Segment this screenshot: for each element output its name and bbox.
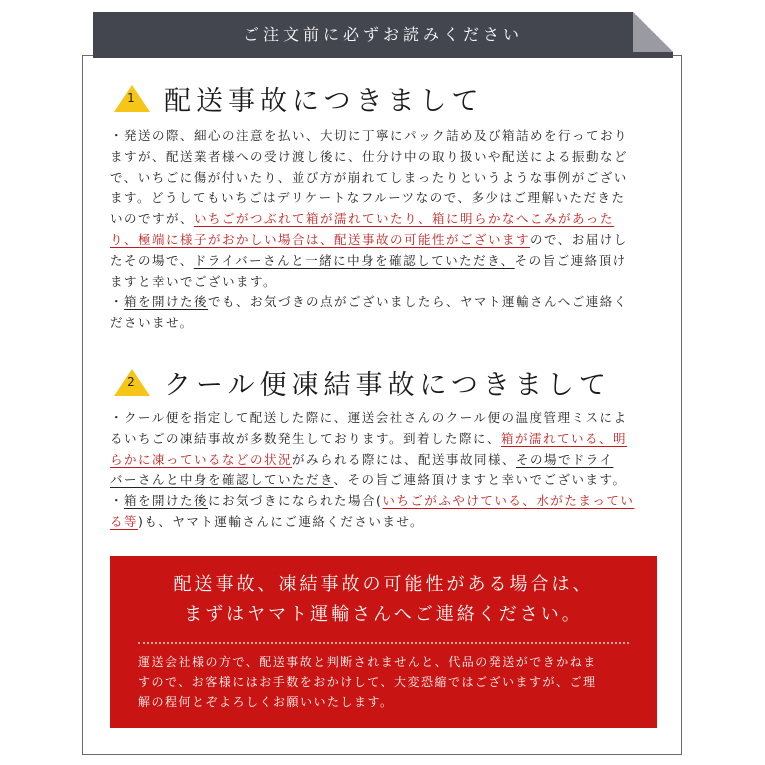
text-segment: 、その旨ご連絡頂けますと幸いでございます。 bbox=[333, 472, 627, 488]
text-line bbox=[110, 126, 658, 147]
highlighted-text: いちごがつぶれて箱が濡れていたり、箱に明らかなへこみがあった bbox=[194, 211, 614, 227]
text-line bbox=[110, 188, 658, 209]
text-segment: でも、お気づきの点がございましたら、ヤマト運輸さんへご連絡く bbox=[208, 294, 628, 310]
highlighted-text: る等 bbox=[110, 513, 139, 529]
text-line bbox=[110, 292, 658, 313]
text-line bbox=[110, 209, 658, 230]
text-segment: ださいませ。 bbox=[110, 315, 194, 331]
highlighted-text: 箱が濡れている、明 bbox=[501, 430, 628, 446]
section1-body bbox=[110, 126, 658, 334]
section2-title: クール便凍結事故につきまして bbox=[164, 369, 611, 401]
underlined-text: 箱を開けた後 bbox=[124, 493, 209, 509]
text-segment: ので、お届けし bbox=[530, 231, 628, 247]
text-segment: るいちごの凍結事故が多数発生しております。到着した際に、 bbox=[110, 430, 502, 446]
text-line bbox=[110, 512, 658, 533]
text-line bbox=[110, 168, 658, 189]
text-line bbox=[110, 429, 658, 450]
warning-triangle-icon bbox=[112, 366, 152, 398]
section1-title: 配送事故につきまして bbox=[164, 85, 484, 117]
text-segment: ますが、配送業者様への受け渡し後に、仕分け中の取り扱いや配送による振動など bbox=[110, 148, 629, 164]
text-segment: その旨ご連絡頂け bbox=[514, 252, 627, 268]
text-segment: )も、ヤマト運輸さんにご連絡くださいませ。 bbox=[138, 513, 425, 529]
text-segment: ・発送の際、細心の注意を払い、大切に丁寧にパック詰め及び箱詰めを行っており bbox=[110, 128, 629, 143]
text-segment: で、いちごに傷が付いたり、並び方が崩れてしまったりというような事例がござい bbox=[110, 169, 628, 185]
highlighted-text: らかに凍っているなどの状況 bbox=[110, 451, 293, 467]
section2-heading bbox=[112, 364, 611, 400]
text-line bbox=[110, 272, 658, 293]
contact-notice-box bbox=[110, 556, 657, 728]
notice-body-line: 運送会社様の方で、配送事故と判断されませんと、代品の発送ができかねま bbox=[138, 655, 597, 669]
text-line bbox=[110, 408, 658, 429]
underlined-text: 箱を開けた後 bbox=[124, 294, 209, 310]
text-segment: ます。どうしてもいちごはデリケートなフルーツなので、多少はご理解いただきた bbox=[110, 190, 626, 206]
text-line bbox=[110, 491, 658, 512]
highlighted-text: り、極端に様子がおかしい場合は、配送事故の可能性がございます bbox=[110, 231, 531, 247]
text-segment: がみられる際には、配送事故同様、 bbox=[292, 451, 517, 467]
text-segment: ますと幸いでございます。 bbox=[110, 273, 278, 289]
notice-body-line: 解の程何とぞよろしくお願いいたします。 bbox=[138, 695, 394, 709]
text-line bbox=[110, 147, 658, 168]
text-line bbox=[110, 470, 658, 491]
text-segment: ・ bbox=[110, 493, 125, 509]
notice-line-1: 配送事故、凍結事故の可能性がある場合は、 bbox=[173, 574, 594, 595]
section1-number: 1 bbox=[127, 91, 135, 105]
text-segment: いのですが、 bbox=[110, 211, 195, 227]
banner-title: ご注文前に必ずお読みください bbox=[242, 25, 523, 44]
text-segment: ・ bbox=[110, 294, 125, 310]
underlined-text: バーさんと中身を確認していただき bbox=[110, 472, 334, 488]
underlined-text: その場でドライ bbox=[516, 451, 614, 467]
warning-triangle-icon bbox=[112, 82, 152, 114]
section2-body bbox=[110, 408, 658, 533]
text-line bbox=[110, 251, 658, 272]
text-segment: にお気づきになられた場合( bbox=[208, 493, 383, 509]
text-segment: ・クール便を指定して配送した際に、運送会社さんのクール便の温度管理ミスによ bbox=[110, 410, 628, 425]
underlined-text: ドライバーさんと一緒に中身を確認していただき、 bbox=[193, 252, 515, 268]
highlighted-text: いちごがふやけている、水がたまってい bbox=[382, 493, 635, 509]
notice-body-line: すので、お客様にはお手数をおかけして、大変恐縮ではございますが、ご理 bbox=[138, 675, 597, 689]
text-line bbox=[110, 450, 658, 471]
notice-body bbox=[138, 652, 633, 712]
section1-heading bbox=[112, 80, 483, 116]
text-line bbox=[110, 230, 658, 251]
dotted-divider bbox=[138, 642, 629, 644]
section2-number: 2 bbox=[127, 375, 135, 389]
text-segment: たその場で、 bbox=[110, 252, 194, 268]
text-line bbox=[110, 313, 658, 334]
notice-line-2: まずはヤマト運輸さんへご連絡ください。 bbox=[184, 604, 583, 625]
